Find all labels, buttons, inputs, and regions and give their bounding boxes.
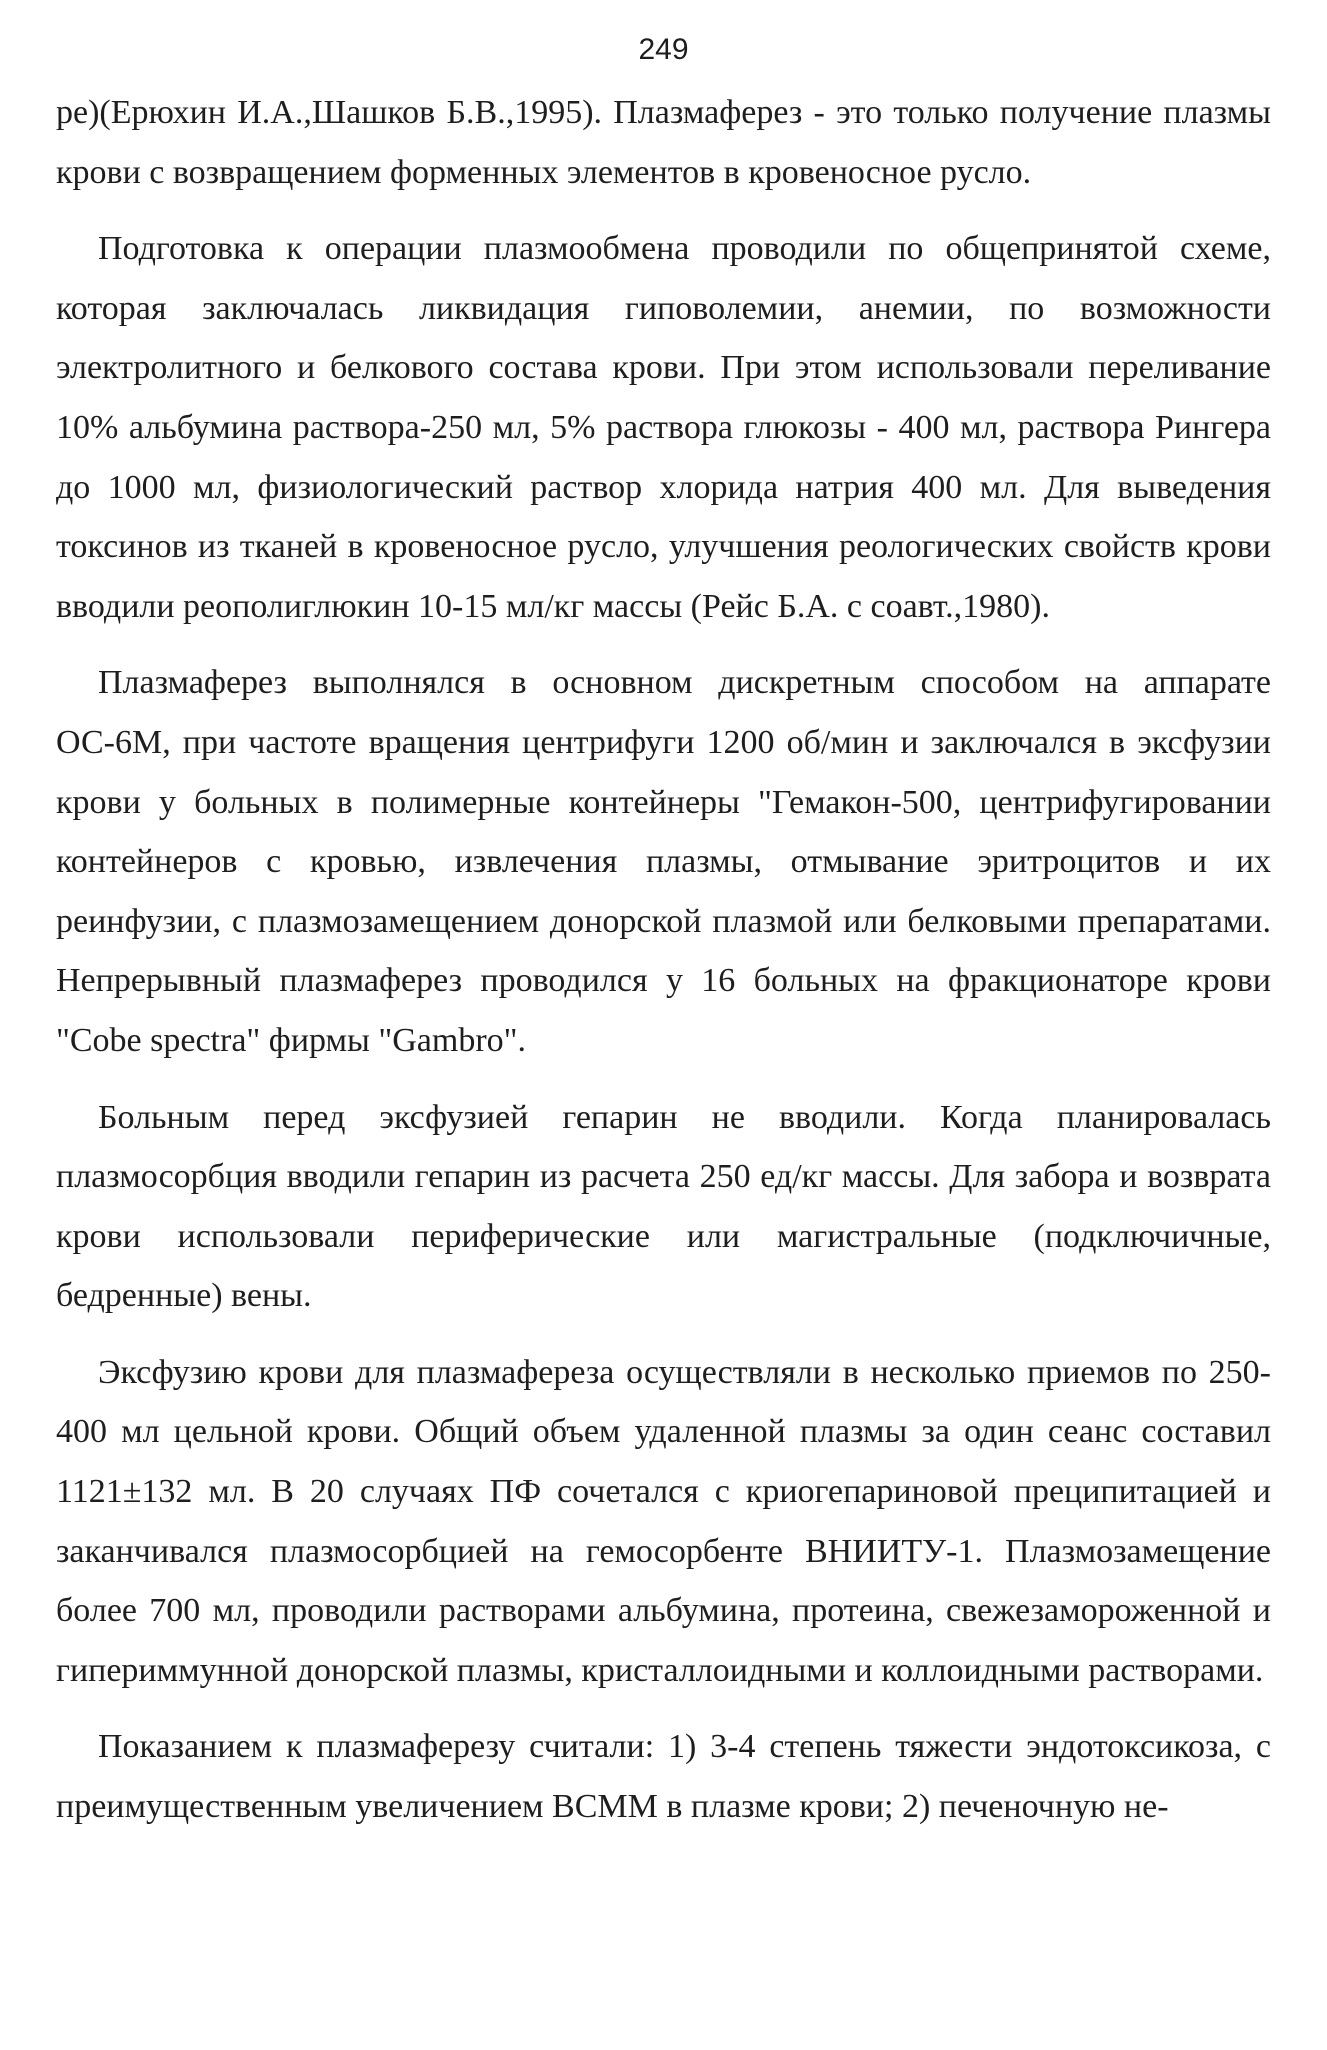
body-text <box>56 83 1271 1837</box>
paragraph-6: Показанием к плазмаферезу считали: 1) 3-4 степень тяжести эндотоксикоза, с преимущественным увеличением ВСММ в плазме крови; 2) печеночную не- <box>56 1728 1271 1826</box>
page-number: 249 <box>638 33 689 66</box>
paragraph-2: Подготовка к операции плазмообмена проводили по общепринятой схеме, которая заключалась ликвидация гиповолемии, анемии, по возможности электролитного и белкового состава крови. При этом использовали переливание 10% альбумина раствора-250 мл, 5% раствора глюкозы - 400 мл, раствора Рингера до 1000 мл, физиологический раствор хлорида натрия 400 мл. Для выведения токсинов из тканей в кровеносное русло, улучшения реологических свойств крови вводили реополиглюкин 10-15 мл/кг массы (Рейс Б.А. с соавт.,1980). <box>56 230 1271 625</box>
paragraph-4: Больным перед эксфузией гепарин не вводили. Когда планировалась плазмосорбция вводили гепарин из расчета 250 ед/кг массы. Для забора и возврата крови использовали периферические или магистральные (подключичные, бедренные) вены. <box>56 1098 1271 1315</box>
paragraph-1: ре)(Ерюхин И.А.,Шашков Б.В.,1995). Плазмаферез - это только получение плазмы крови с возвращением форменных элементов в кровеносное русло. <box>56 94 1271 191</box>
paragraph-3: Плазмаферез выполнялся в основном дискретным способом на аппарате ОС-6М, при частоте вращения центрифуги 1200 об/мин и заключался в эксфузии крови у больных в полимерные контейнеры "Гемакон-500, центрифугировании контейнеров с кровью, извлечения плазмы, отмывание эритроцитов и их реинфузии, с плазмозамещением донорской плазмой или белковыми препаратами. Непрерывный плазмаферез проводился у 16 больных на фракционаторе крови "Cobe spectra" фирмы "Gambro". <box>56 664 1271 1059</box>
paragraph-5: Эксфузию крови для плазмафереза осуществляли в несколько приемов по 250-400 мл цельной крови. Общий объем удаленной плазмы за один сеанс составил 1121±132 мл. В 20 случаях ПФ сочетался с криогепариновой преципитацией и заканчивался плазмосорбцией на гемосорбенте ВНИИТУ-1. Плазмозамещение более 700 мл, проводили растворами альбумина, протеина, свежезамороженной и гипериммунной донорской плазмы, кристаллоидными и коллоидными растворами. <box>56 1353 1271 1689</box>
